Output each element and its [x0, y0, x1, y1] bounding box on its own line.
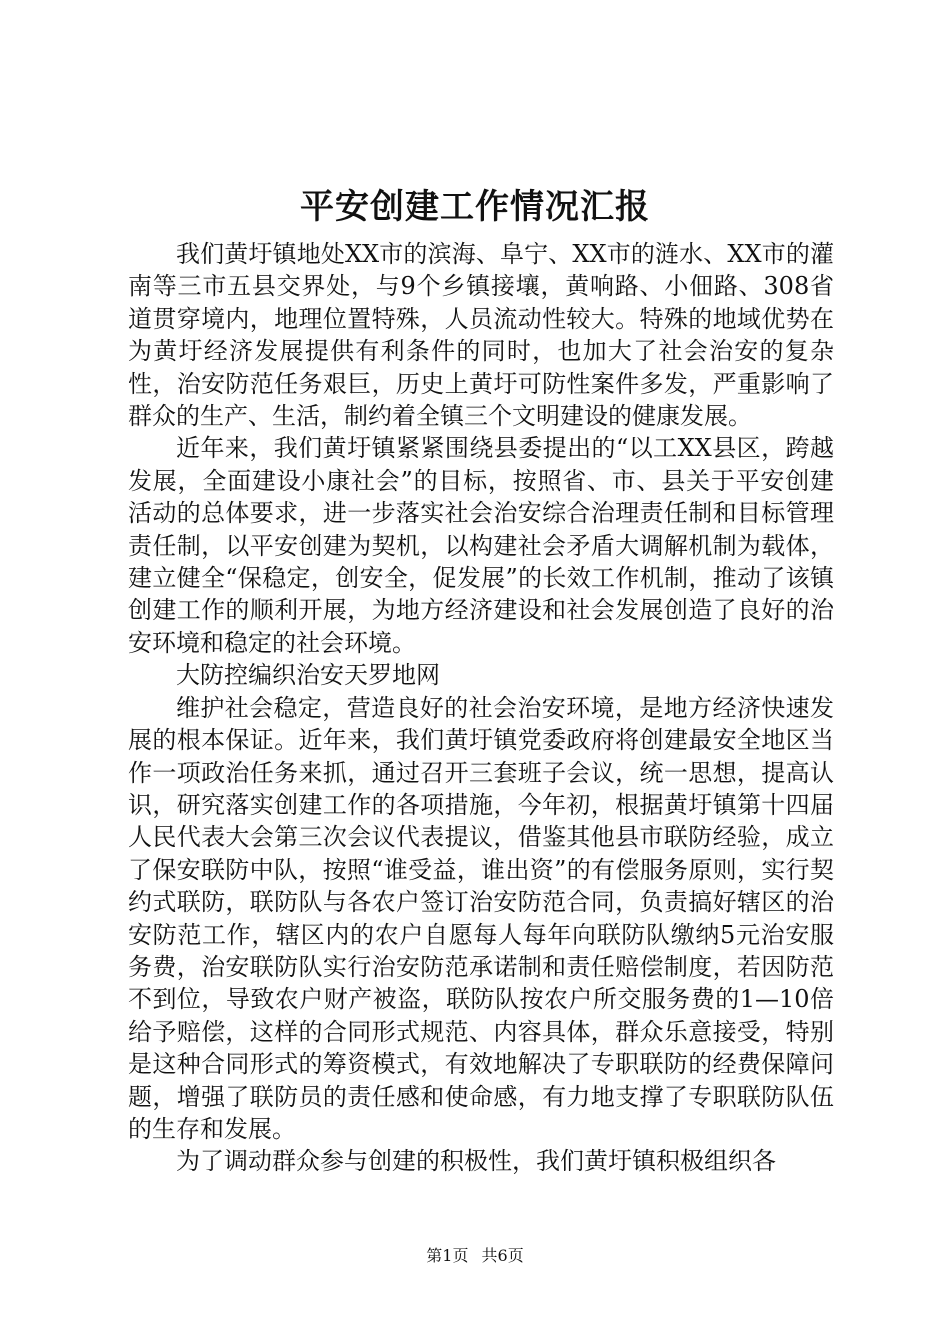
page-total: 共6页 — [481, 1246, 524, 1265]
page-footer — [0, 1244, 950, 1268]
document-title: 平安创建工作情况汇报 — [300, 187, 650, 227]
document-body — [128, 238, 834, 1178]
paragraph-stability: 维护社会稳定，营造良好的社会治安环境，是地方经济快速发展的根本保证。近年来，我们黄圩镇党委政府将创建最安全地区当作一项政治任务来抓，通过召开三套班子会议，统一思想，提高认识，研究落实创建工作的各项措施，今年初，根据黄圩镇第十四届人民代表大会第三次会议代表提议，借鉴其他县市联防经验，成立了保安联防中队，按照“谁受益，谁出资”的有偿服务原则，实行契约式联防，联防队与各农户签订治安防范合同，负责搞好辖区的治安防范工作，辖区内的农户自愿每人每年向联防队缴纳5元治安服务费，治安联防队实行治安防范承诺制和责任赔偿制度，若因防范不到位，导致农户财产被盗，联防队按农户所交服务费的1—10倍给予赔偿，这样的合同形式规范、内容具体，群众乐意接受，特别是这种合同形式的筹资模式，有效地解决了专职联防的经费保障问题，增强了联防员的责任感和使命感，有力地支撑了专职联防队伍的生存和发展。 — [128, 693, 834, 1143]
paragraph-recent-years: 近年来，我们黄圩镇紧紧围绕县委提出的“以工XX县区，跨越发展，全面建设小康社会”的目标，按照省、市、县关于平安创建活动的总体要求，进一步落实社会治安综合治理责任制和目标管理责任制，以平安创建为契机，以构建社会矛盾大调解机制为载体，建立健全“保稳定，创安全，促发展”的长效工作机制，推动了该镇创建工作的顺利开展，为地方经济建设和社会发展创造了良好的治安环境和稳定的社会环境。 — [128, 434, 834, 657]
paragraph-location: 我们黄圩镇地处XX市的滨海、阜宁、XX市的涟水、XX市的灌南等三市五县交界处，与9个乡镇接壤，黄响路、小佃路、308省道贯穿境内，地理位置特殊，人员流动性较大。特殊的地域优势在为黄圩经济发展提供有利条件的同时，也加大了社会治安的复杂性，治安防范任务艰巨，历史上黄圩可防性案件多发，严重影响了群众的生产、生活，制约着全镇三个文明建设的健康发展。 — [128, 240, 834, 431]
section-heading-prevention: 大防控编织治安天罗地网 — [176, 661, 440, 690]
paragraph-participation: 为了调动群众参与创建的积极性，我们黄圩镇积极组织各 — [176, 1147, 776, 1176]
page-number: 第1页 — [426, 1246, 469, 1265]
